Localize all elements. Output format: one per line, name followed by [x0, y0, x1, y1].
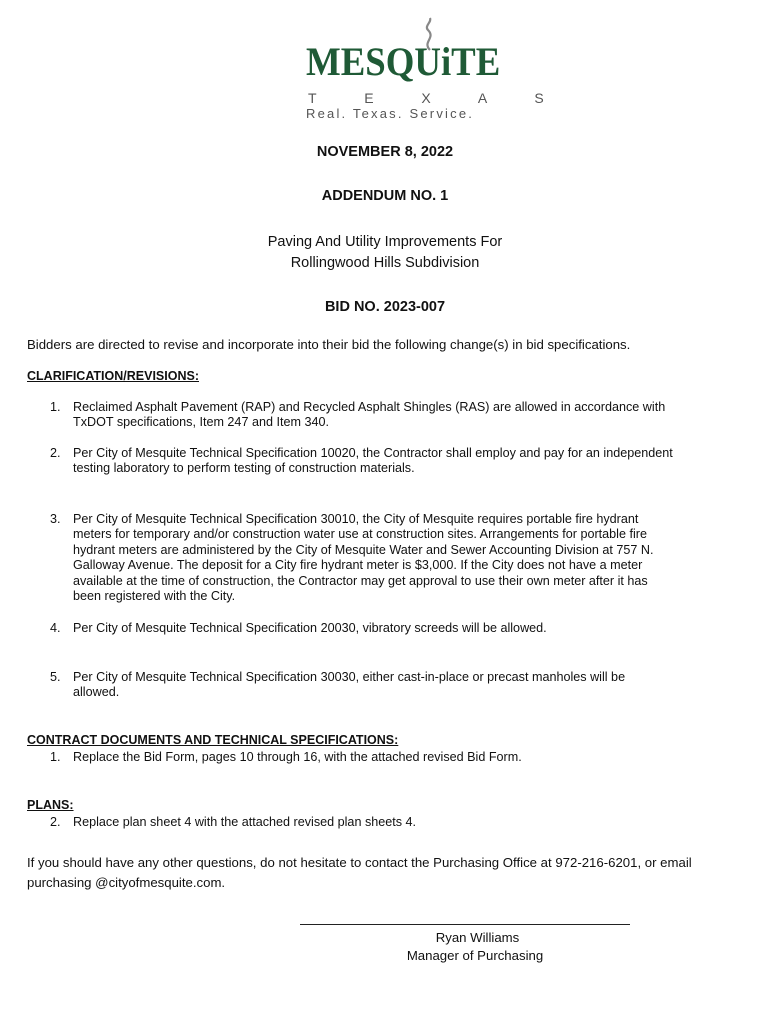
logo-wordmark: MESQUiTE [306, 39, 501, 84]
clarifications-heading: CLARIFICATION/REVISIONS: [27, 369, 199, 383]
signature-line [300, 924, 630, 925]
closing-line: purchasing @cityofmesquite.com. [27, 875, 226, 890]
list-item [73, 670, 625, 701]
list-item: Replace plan sheet 4 with the attached revised plan sheets 4. [73, 815, 417, 829]
list-item-number: 2. [50, 446, 61, 460]
intro-text: Bidders are directed to revise and incorporate into their bid the following change(s) in bid specifications. [27, 337, 631, 352]
item-line: been registered with the City. [73, 589, 236, 604]
item-line: Per City of Mesquite Technical Specification 30010, the City of Mesquite requires portable fire hydrant [73, 512, 639, 526]
item-line: Per City of Mesquite Technical Specification 30030, either cast-in-place or precast manholes will be [73, 670, 626, 684]
item-line: meters for temporary and/or construction water use at construction sites. Arrangements for portable fire [73, 527, 647, 542]
item-line: available at the time of construction, the Contractor may get approval to use their own meter after it has [73, 573, 648, 588]
list-item [73, 400, 665, 431]
item-line: TxDOT specifications, Item 247 and Item 340. [73, 415, 329, 430]
logo-state: T E X A S [308, 90, 566, 106]
item-line: allowed. [73, 685, 120, 700]
document-date: NOVEMBER 8, 2022 [316, 144, 454, 160]
item-line: Reclaimed Asphalt Pavement (RAP) and Recycled Asphalt Shingles (RAS) are allowed in accordance with [73, 400, 666, 414]
list-item-number: 3. [50, 512, 61, 526]
list-item-number: 5. [50, 670, 61, 684]
item-line: Per City of Mesquite Technical Specification 20030, vibratory screeds will be allowed. [73, 621, 547, 635]
list-item: Replace the Bid Form, pages 10 through 16, with the attached revised Bid Form. [73, 750, 522, 764]
item-line: Per City of Mesquite Technical Specification 10020, the Contractor shall employ and pay for an independent [73, 446, 673, 460]
closing-line: If you should have any other questions, do not hesitate to contact the Purchasing Office at 972-216-6201, or email [27, 855, 692, 870]
signer-name: Ryan Williams [435, 930, 520, 945]
item-line: hydrant meters are administered by the City of Mesquite Water and Sewer Accounting Division at 757 N. [73, 542, 654, 557]
addendum-title: ADDENDUM NO. 1 [321, 188, 449, 204]
closing-paragraph [27, 853, 692, 893]
project-line-1: Paving And Utility Improvements For [267, 234, 503, 250]
item-line: testing laboratory to perform testing of construction materials. [73, 461, 415, 476]
contract-heading: CONTRACT DOCUMENTS AND TECHNICAL SPECIFICATIONS: [27, 733, 399, 747]
list-item-number: 1. [50, 400, 61, 414]
list-item [73, 512, 654, 604]
bid-number: BID NO. 2023-007 [324, 299, 446, 315]
list-item [73, 621, 547, 636]
logo-tagline: Real. Texas. Service. [306, 106, 475, 121]
list-item-number: 4. [50, 621, 61, 635]
plans-heading: PLANS: [27, 798, 74, 812]
list-item-number: 2. [50, 815, 61, 829]
list-item-number: 1. [50, 750, 61, 764]
item-line: Galloway Avenue. The deposit for a City fire hydrant meter is $3,000. If the City does not have a meter [73, 558, 643, 573]
mesquite-logo [300, 14, 566, 124]
signer-title: Manager of Purchasing [406, 948, 544, 963]
list-item [73, 446, 673, 477]
project-line-2: Rollingwood Hills Subdivision [290, 255, 480, 271]
